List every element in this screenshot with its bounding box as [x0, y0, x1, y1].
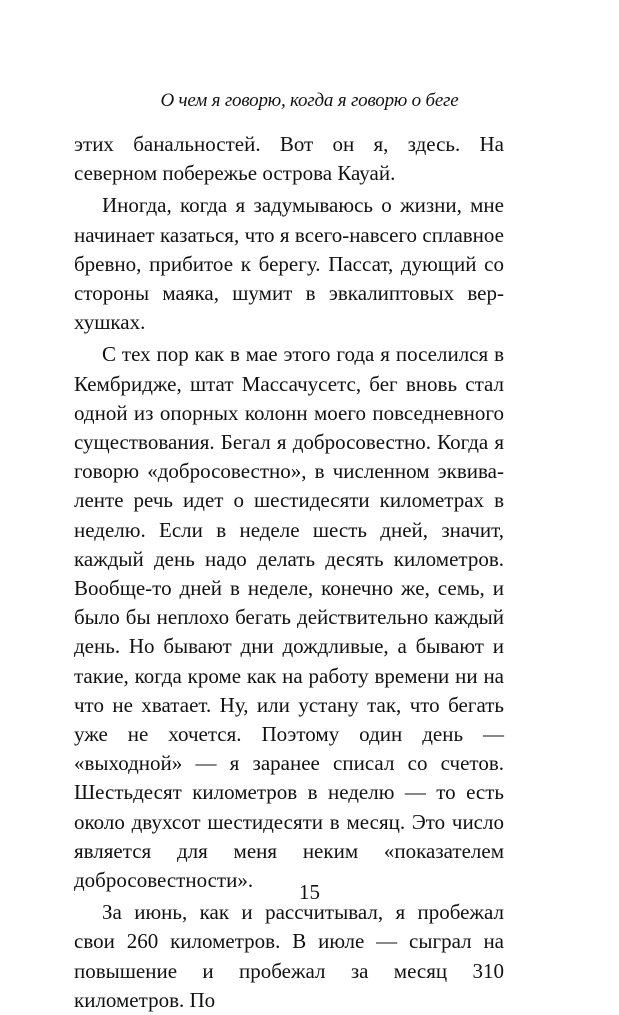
page-number: 15	[299, 880, 320, 904]
paragraph: С тех пор как в мае этого года я поселился в Кембридже, штат Массачусетс, бег вновь стал одной из опорных колонн моего повседневного существования. Бегал я добросовестно. Когда я говорю «добросовестно», в численном эквиваленте речь идет о шестидесяти километрах в неделю. Если в неделе шесть дней, значит, каждый день надо делать десять километров. Вообще-то дней в неделе, конечно же, семь, и было бы неплохо бегать действительно каждый день. Но бывают дни дождливые, а бывают и такие, когда кроме как на работу времени ни на что не хватает. Ну, или устану так, что бегать уже не хочется. Поэтому один день — «выходной» — я заранее списал со счетов. Шестьдесят километров в неделю — то есть около двухсот шестидесяти в месяц. Это число является для меня неким «показателем добросовестности».	[74, 342, 504, 893]
paragraph: Иногда, когда я задумываюсь о жизни, мне начинает казаться, что я всего-навсего сплавное бревно, прибитое к берегу. Пассат, дующий со стороны маяка, шумит в эвкалиптовых верхушках.	[74, 193, 504, 335]
running-header: О чем я говорю, когда я говорю о беге	[160, 90, 459, 111]
paragraph: За июнь, как и рассчитывал, я пробежал свои 260 километров. В июле — сыграл на повышение и пробежал за месяц 310 километров. По	[74, 900, 504, 1012]
paragraph-continued: этих банальностей. Вот он я, здесь. На северном побережье острова Кауай.	[74, 132, 504, 186]
